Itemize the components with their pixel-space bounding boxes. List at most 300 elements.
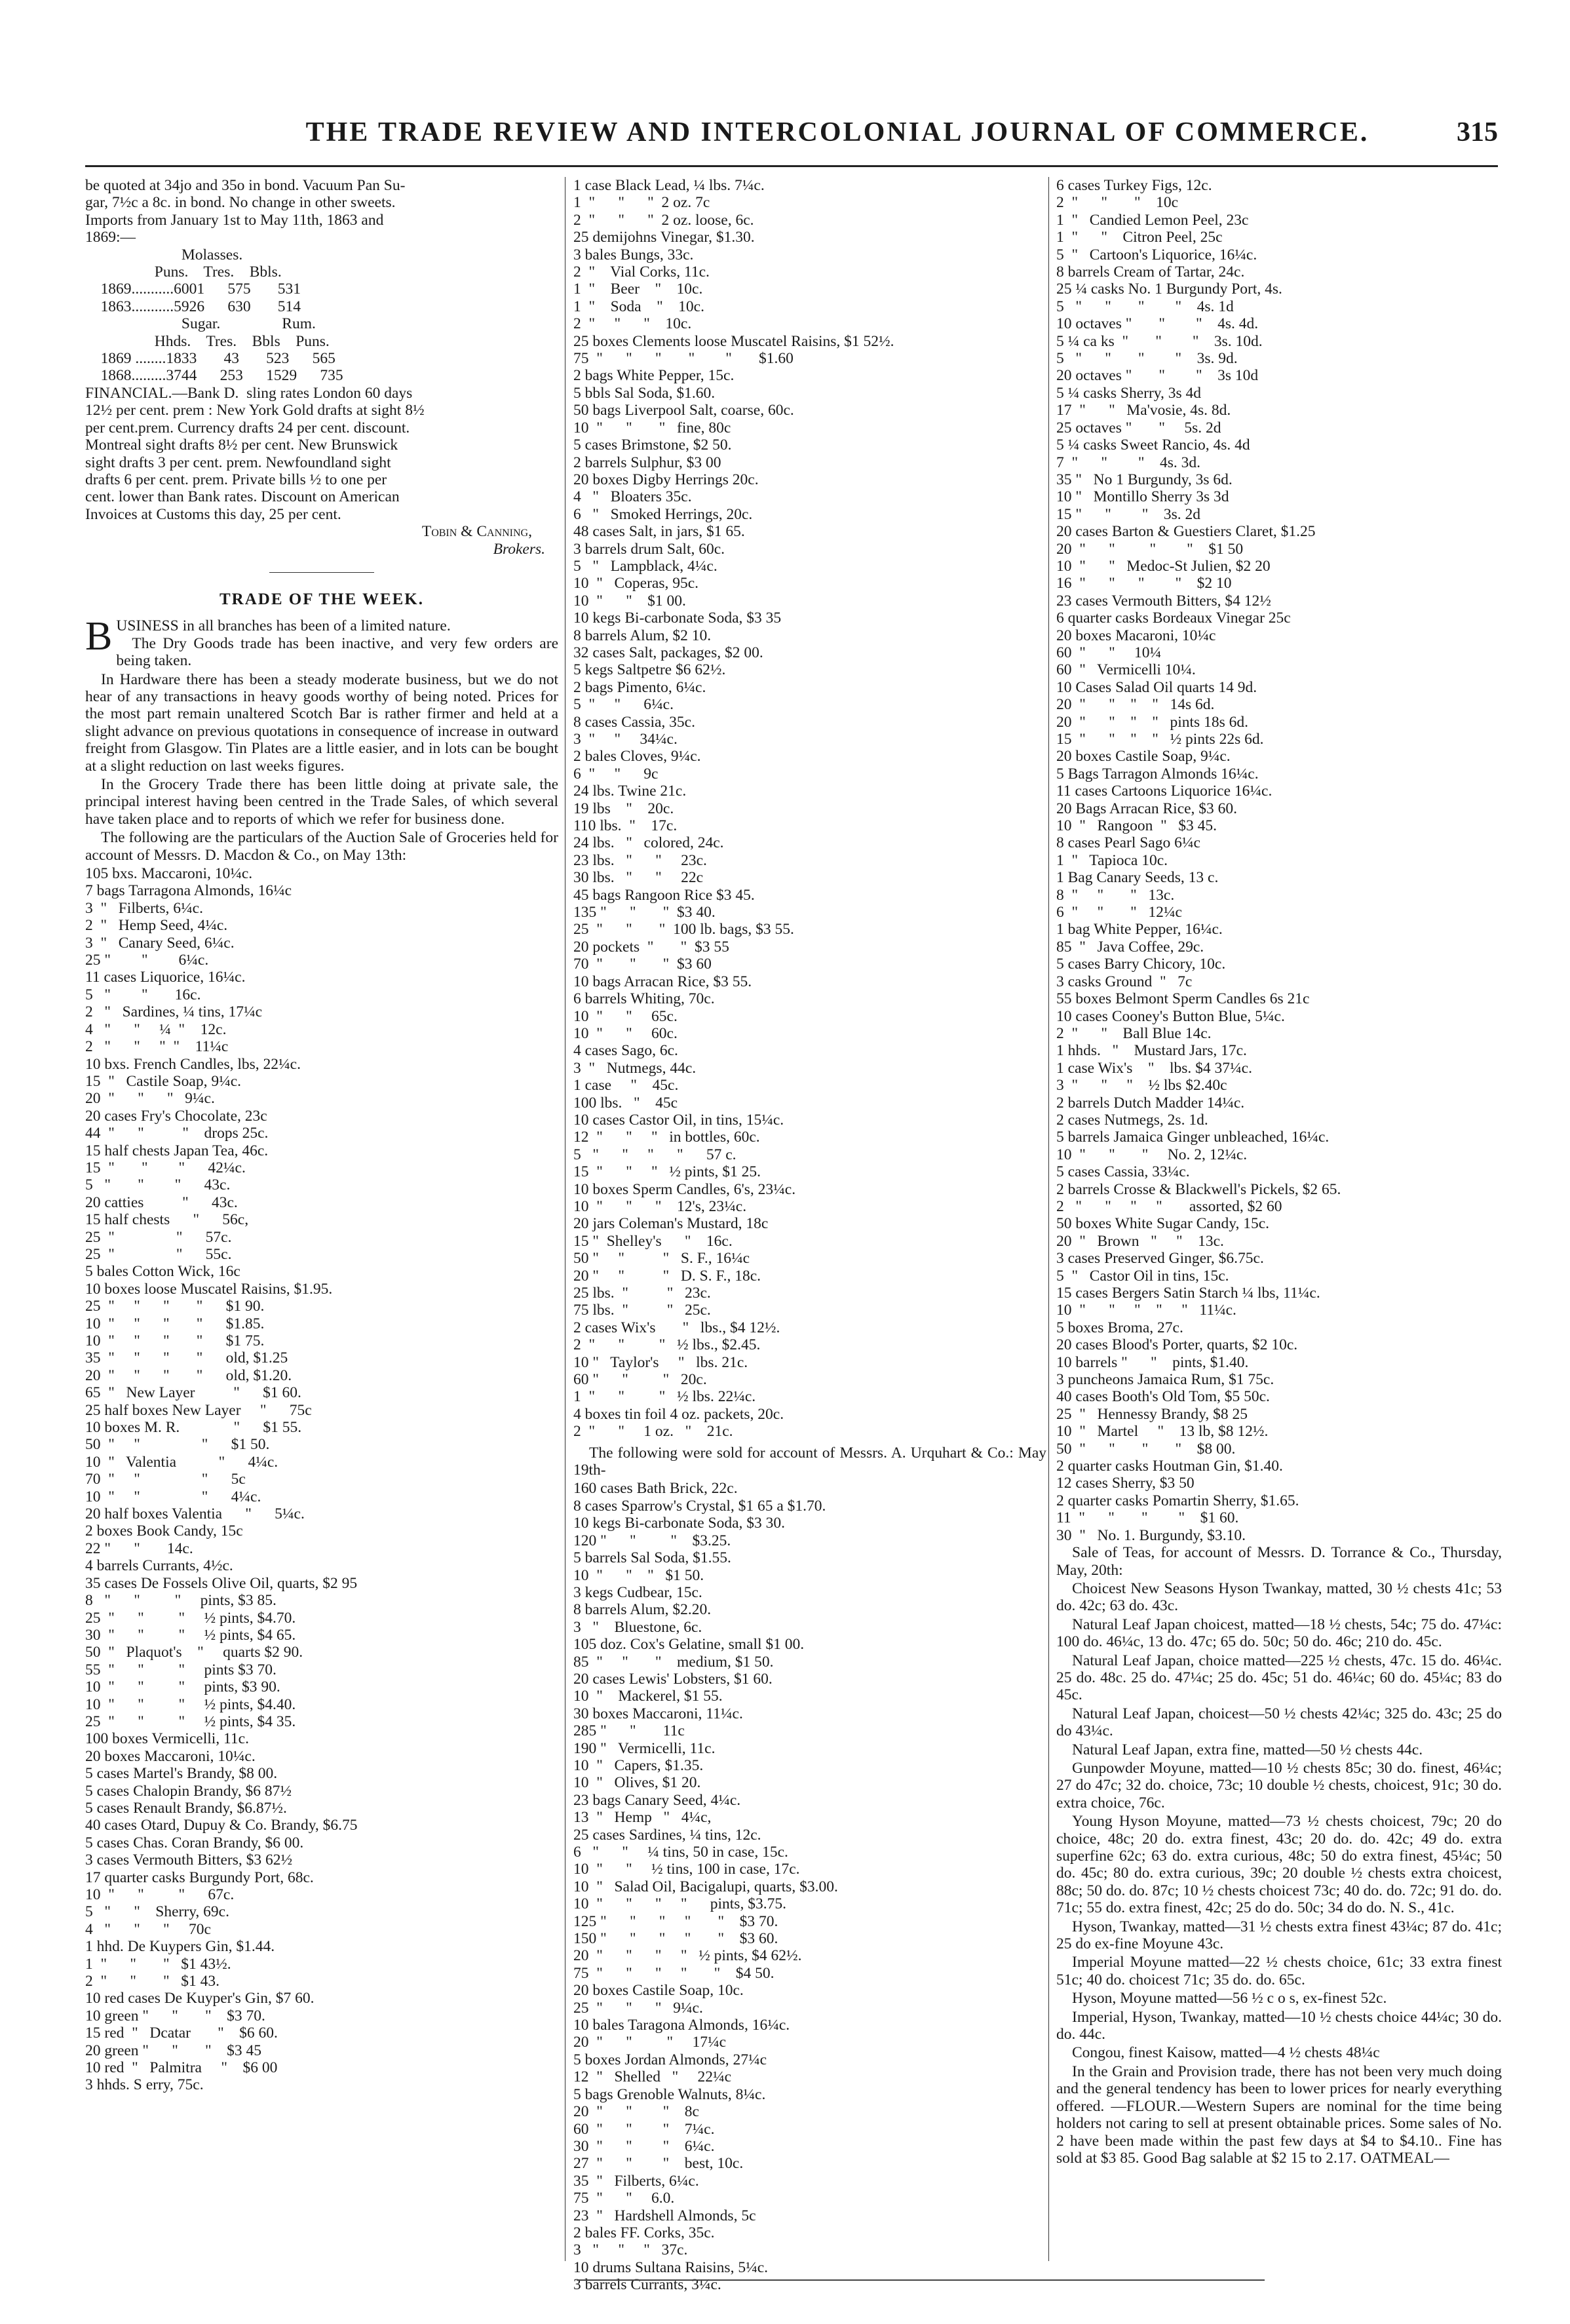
auction-list-4 bbox=[1056, 177, 1502, 1544]
list-item: 22 " " 14c. bbox=[85, 1540, 193, 1557]
text-line: be quoted at 34jo and 35o in bond. Vacuum Pan Su- bbox=[85, 177, 406, 194]
section-divider bbox=[269, 572, 374, 573]
list-item: 20 " " " " $1 50 bbox=[1056, 540, 1244, 558]
list-item: 5 " " " " 3s. 9d. bbox=[1056, 350, 1238, 368]
list-item: 2 " " " " assorted, $2 60 bbox=[1056, 1197, 1282, 1215]
list-item: 6 " " 9c bbox=[573, 765, 659, 783]
paragraph: Imperial, Hyson, Twankay, matted—10 ½ chests choice 44¼c; 30 do. do. 44c. bbox=[1056, 2008, 1502, 2043]
list-item: 10 cases Castor Oil, in tins, 15¼c. bbox=[573, 1111, 784, 1129]
text-line: per cent.prem. Currency drafts 24 per cent. discount. bbox=[85, 419, 410, 436]
list-item: 5 cases Chalopin Brandy, $6 87½ bbox=[85, 1782, 292, 1800]
list-item: 4 boxes tin foil 4 oz. packets, 20c. bbox=[573, 1405, 784, 1423]
list-item: 8 barrels Cream of Tartar, 24c. bbox=[1056, 263, 1245, 281]
list-item: 15 " " " 42¼c. bbox=[85, 1159, 246, 1176]
list-item: 1 " " Citron Peel, 25c bbox=[1056, 229, 1223, 246]
text-line: Imports from January 1st to May 11th, 1863 and bbox=[85, 211, 384, 229]
table-line: Hhds. Tres. Bbls Puns. bbox=[85, 332, 330, 350]
list-item: 100 lbs. " 45c bbox=[573, 1094, 678, 1112]
list-item: 10 bales Taragona Almonds, 16¼c. bbox=[573, 2017, 790, 2034]
list-item: 25 " " 6¼c. bbox=[85, 952, 209, 969]
list-item: 85 " " " medium, $1 50. bbox=[573, 1653, 774, 1671]
list-item: 25 ¼ casks No. 1 Burgundy Port, 4s. bbox=[1056, 281, 1282, 298]
paragraph: In Hardware there has been a steady moderate business, but we do not hear of any transactions in heavy goods worthy of being noted. Prices for the most part remain unaltered Scotch Bar is rather firmer and held at a slight advance on previous quotations in consequence of increase in outward freight from Glasgow. Tin Plates are a little easier, and in lots can be bought at a slight reduction on last weeks figures. bbox=[85, 670, 558, 775]
column-divider-2 bbox=[1048, 177, 1049, 2261]
list-item: 3 cases Preserved Ginger, $6.75c. bbox=[1056, 1250, 1264, 1268]
list-item: 2 " " " 10c. bbox=[573, 315, 692, 333]
list-item: 23 bags Canary Seed, 4¼c. bbox=[573, 1791, 741, 1809]
list-item: 3 " Canary Seed, 6¼c. bbox=[85, 934, 235, 952]
list-item: 25 " " 55c. bbox=[85, 1245, 232, 1263]
list-item: 20 cases Lewis' Lobsters, $1 60. bbox=[573, 1670, 773, 1688]
list-item: 1 " Beer " 10c. bbox=[573, 281, 703, 298]
list-item: 3 puncheons Jamaica Rum, $1 75c. bbox=[1056, 1371, 1274, 1389]
list-item: 5 barrels Jamaica Ginger unbleached, 16¼c. bbox=[1056, 1129, 1330, 1146]
paragraph: The following were sold for account of Messrs. A. Urquhart & Co.: May 19th- bbox=[573, 1444, 1046, 1479]
list-item: 285 " " 11c bbox=[573, 1722, 685, 1740]
list-item: 10 " " Medoc-St Julien, $2 20 bbox=[1056, 557, 1271, 575]
list-item: 10 " " " " $1 75. bbox=[85, 1332, 265, 1349]
text-line: 1869:— bbox=[85, 229, 136, 246]
list-item: 10 kegs Bi-carbonate Soda, $3 30. bbox=[573, 1515, 786, 1532]
list-item: 190 " Vermicelli, 11c. bbox=[573, 1739, 716, 1757]
list-item: 10 " Valentia " 4¼c. bbox=[85, 1453, 278, 1471]
list-item: 12 cases Sherry, $3 50 bbox=[1056, 1475, 1195, 1492]
list-item: 5 bales Cotton Wick, 16c bbox=[85, 1263, 240, 1281]
list-item: 6 " Smoked Herrings, 20c. bbox=[573, 505, 753, 523]
list-item: 30 " " " 6¼c. bbox=[573, 2137, 715, 2155]
auction-list-3 bbox=[573, 1480, 1046, 2293]
list-item: 8 cases Sparrow's Crystal, $1 65 a $1.70. bbox=[573, 1497, 826, 1515]
list-item: 35 " No 1 Burgundy, 3s 6d. bbox=[1056, 471, 1233, 488]
list-item: 3 casks Ground " 7c bbox=[1056, 973, 1193, 990]
list-item: 10 " " " 4¼c. bbox=[85, 1488, 261, 1505]
list-item: 10 " Montillo Sherry 3s 3d bbox=[1056, 488, 1229, 506]
list-item: 1 case Wix's " lbs. $4 37¼c. bbox=[1056, 1059, 1252, 1077]
list-item: 13 " Hemp " 4¼c, bbox=[573, 1809, 712, 1827]
text-line: FINANCIAL.—Bank D. sling rates London 60 days bbox=[85, 384, 413, 402]
list-item: 10 " " " " " 11¼c. bbox=[1056, 1302, 1236, 1319]
list-item: 75 " " 6.0. bbox=[573, 2190, 675, 2207]
list-item: 5 ¼ casks Sweet Rancio, 4s. 4d bbox=[1056, 436, 1250, 454]
list-item: 10 red cases De Kuyper's Gin, $7 60. bbox=[85, 1990, 315, 2007]
list-item: 4 cases Sago, 6c. bbox=[573, 1042, 678, 1060]
list-item: 25 cases Sardines, ¼ tins, 12c. bbox=[573, 1826, 761, 1844]
list-item: 20 boxes Maccaroni, 10¼c. bbox=[85, 1747, 256, 1765]
list-item: 25 " " 57c. bbox=[85, 1228, 232, 1246]
table-line: 1869...........6001 575 531 bbox=[85, 281, 301, 298]
list-item: 120 " " " $3.25. bbox=[573, 1532, 731, 1549]
list-item: 8 cases Cassia, 35c. bbox=[573, 713, 695, 731]
list-item: 10 bxs. French Candles, lbs, 22¼c. bbox=[85, 1055, 301, 1073]
list-item: 50 " " " S. F., 16¼c bbox=[573, 1250, 750, 1268]
list-item: 4 " " ¼ " 12c. bbox=[85, 1020, 227, 1038]
list-item: 20 " " " " 14s 6d. bbox=[1056, 696, 1215, 714]
list-item: 30 boxes Maccaroni, 11¼c. bbox=[573, 1705, 743, 1722]
list-item: 1 " " " $1 43½. bbox=[85, 1955, 231, 1973]
list-item: 2 barrels Sulphur, $3 00 bbox=[573, 454, 721, 471]
list-item: 10 Cases Salad Oil quarts 14 9d. bbox=[1056, 678, 1257, 696]
list-item: 10 " Martel " 13 lb, $8 12½. bbox=[1056, 1423, 1269, 1441]
paragraph: Choicest New Seasons Hyson Twankay, matted, 30 ½ chests 41c; 53 do. 42c; 63 do. 43c. bbox=[1056, 1579, 1502, 1615]
list-item: 5 " Lampblack, 4¼c. bbox=[573, 557, 718, 575]
list-item: 11 " " " " $1 60. bbox=[1056, 1509, 1239, 1527]
list-item: 25 lbs. " " 23c. bbox=[573, 1285, 711, 1302]
list-item: 20 pockets " " $3 55 bbox=[573, 938, 729, 956]
list-item: 5 " " 16c. bbox=[85, 986, 201, 1003]
list-item: 16 " " " " $2 10 bbox=[1056, 575, 1232, 592]
lead-text: USINESS in all branches has been of a limited nature. bbox=[116, 617, 451, 635]
list-item: 2 bags Pimento, 6¼c. bbox=[573, 678, 706, 696]
list-item: 20 half boxes Valentia " 5¼c. bbox=[85, 1505, 305, 1523]
list-item: 3 barrels drum Salt, 60c. bbox=[573, 540, 725, 558]
list-item: 27 " " " best, 10c. bbox=[573, 2155, 744, 2173]
broker-signature: Tobin & Canning, bbox=[421, 523, 532, 541]
list-item: 1 bag White Pepper, 16¼c. bbox=[1056, 921, 1223, 939]
list-item: 5 " " " 43c. bbox=[85, 1176, 231, 1194]
section-heading: TRADE OF THE WEEK. bbox=[220, 590, 424, 608]
paragraph: In the Grain and Provision trade, there has not been very much doing and the general tendency has been to lower prices for nearly everything offered. —FLOUR.—Western Supers are nominal for the time being holders not caring to sell at present obtainable prices. Some sales of No. 2 have been made within the past few days at $4 to $4.10.. Fine has sold at $3 85. Good Bag salable at $2 15 to 2.17. OATMEAL— bbox=[1056, 2063, 1502, 2167]
list-item: 25 octaves " " 5s. 2d bbox=[1056, 419, 1221, 436]
broker-role: Brokers. bbox=[493, 540, 545, 558]
list-item: 2 bags White Pepper, 15c. bbox=[573, 367, 735, 385]
list-item: 35 " " " " old, $1.25 bbox=[85, 1349, 288, 1367]
list-item: 10 " " " 67c. bbox=[85, 1886, 235, 1903]
list-item: 11 cases Liquorice, 16¼c. bbox=[85, 969, 246, 986]
paragraph: Natural Leaf Japan, choicest—50 ½ chests 42¼c; 325 do. 43c; 25 do do 43¼c. bbox=[1056, 1705, 1502, 1740]
list-item: 6 barrels Whiting, 70c. bbox=[573, 990, 715, 1008]
list-item: 10 red " Palmitra " $6 00 bbox=[85, 2059, 278, 2077]
list-item: 24 lbs. Twine 21c. bbox=[573, 783, 687, 800]
list-item: 3 kegs Cudbear, 15c. bbox=[573, 1583, 702, 1601]
paragraph: Hyson, Twankay, matted—31 ½ chests extra finest 43¼c; 87 do. 41c; 25 do ex-fine Moyune 43c. bbox=[1056, 1918, 1502, 1953]
list-item: 20 " " " 17¼c bbox=[573, 2034, 727, 2051]
list-item: 15 " " " ½ pints, $1 25. bbox=[573, 1163, 761, 1181]
text-line: 12½ per cent. prem : New York Gold drafts at sight 8½ bbox=[85, 402, 425, 419]
list-item: 2 " Sardines, ¼ tins, 17¼c bbox=[85, 1003, 263, 1021]
list-item: 2 " " " ½ lbs., $2.45. bbox=[573, 1336, 761, 1354]
list-item: 105 doz. Cox's Gelatine, small $1 00. bbox=[573, 1636, 805, 1654]
list-item: 20 cases Barton & Guestiers Claret, $1.25 bbox=[1056, 523, 1316, 541]
list-item: 25 " " " ½ pints, $4.70. bbox=[85, 1609, 296, 1627]
list-item: 15 " Castile Soap, 9¼c. bbox=[85, 1072, 242, 1090]
list-item: 2 " " Ball Blue 14c. bbox=[1056, 1024, 1212, 1042]
text-line: Invoices at Customs this day, 25 per cent. bbox=[85, 505, 341, 523]
list-item: 10 green " " " $3 70. bbox=[85, 2007, 265, 2024]
list-item: 2 quarter casks Pomartin Sherry, $1.65. bbox=[1056, 1492, 1299, 1509]
list-item: 5 " " " " 57 c. bbox=[573, 1146, 737, 1163]
list-item: 10 " Rangoon " $3 45. bbox=[1056, 817, 1217, 835]
table-line: Sugar. Rum. bbox=[85, 315, 316, 333]
list-item: 20 octaves " " " 3s 10d bbox=[1056, 367, 1259, 385]
molasses-sugar-table bbox=[85, 246, 558, 385]
list-item: 1 hhds. " Mustard Jars, 17c. bbox=[1056, 1042, 1247, 1060]
list-item: 10 boxes M. R. " $1 55. bbox=[85, 1419, 302, 1437]
list-item: 2 barrels Crosse & Blackwell's Pickels, $2 65. bbox=[1056, 1180, 1341, 1198]
journal-title: THE TRADE REVIEW AND INTERCOLONIAL JOURNAL OF COMMERCE. bbox=[305, 117, 1369, 147]
sugar-intro bbox=[85, 177, 558, 246]
list-item: 160 cases Bath Brick, 22c. bbox=[573, 1480, 738, 1498]
list-item: 50 boxes White Sugar Candy, 15c. bbox=[1056, 1215, 1270, 1233]
list-item: 1 " " " ½ lbs. 22¼c. bbox=[573, 1388, 756, 1406]
table-line: 1869 ........1833 43 523 565 bbox=[85, 350, 335, 368]
list-item: 12 " Shelled " 22¼c bbox=[573, 2068, 732, 2086]
list-item: 20 boxes Castile Soap, 10c. bbox=[573, 1982, 744, 2000]
list-item: 10 " " " " $1.85. bbox=[85, 1315, 265, 1332]
list-item: 55 " " " pints $3 70. bbox=[85, 1661, 277, 1678]
list-item: 5 bbls Sal Soda, $1.60. bbox=[573, 384, 716, 402]
list-item: 25 " " " ½ pints, $4 35. bbox=[85, 1713, 296, 1730]
list-item: 23 cases Vermouth Bitters, $4 12½ bbox=[1056, 592, 1271, 610]
list-item: 6 " " ¼ tins, 50 in case, 15c. bbox=[573, 1844, 788, 1861]
list-item: 50 " " " " $8 00. bbox=[1056, 1440, 1236, 1458]
paragraph: Hyson, Moyune matted—56 ½ c o s, ex-finest 52c. bbox=[1072, 1990, 1387, 2007]
list-item: 5 " Cartoon's Liquorice, 16¼c. bbox=[1056, 246, 1257, 263]
list-item: 5 cases Chas. Coran Brandy, $6 00. bbox=[85, 1834, 304, 1851]
header-rule bbox=[85, 165, 1498, 167]
list-item: 20 boxes Macaroni, 10¼c bbox=[1056, 627, 1216, 644]
list-item: 5 " " " " 4s. 1d bbox=[1056, 298, 1234, 315]
list-item: 2 bales Cloves, 9¼c. bbox=[573, 748, 701, 765]
list-item: 5 ¼ ca ks " " " 3s. 10d. bbox=[1056, 332, 1263, 350]
table-line: Puns. Tres. Bbls. bbox=[85, 263, 282, 281]
list-item: 55 boxes Belmont Sperm Candles 6s 21c bbox=[1056, 990, 1310, 1008]
list-item: 20 " " " " ½ pints, $4 62½. bbox=[573, 1947, 802, 1965]
list-item: 1 case " 45c. bbox=[573, 1077, 679, 1094]
list-item: 5 " Castor Oil in tins, 15c. bbox=[1056, 1267, 1229, 1285]
list-item: 5 cases Barry Chicory, 10c. bbox=[1056, 956, 1226, 973]
list-item: 30 " " " ½ pints, $4 65. bbox=[85, 1626, 296, 1644]
list-item: 25 demijohns Vinegar, $1.30. bbox=[573, 229, 755, 246]
list-item: 40 cases Otard, Dupuy & Co. Brandy, $6.75 bbox=[85, 1817, 358, 1834]
list-item: 25 " " " 100 lb. bags, $3 55. bbox=[573, 921, 794, 939]
list-item: 5 " " 6¼c. bbox=[573, 696, 674, 714]
list-item: 3 " Nutmegs, 44c. bbox=[573, 1059, 697, 1077]
list-item: 15 cases Bergers Satin Starch ¼ lbs, 11¼c. bbox=[1056, 1285, 1320, 1302]
list-item: 10 " Olives, $1 20. bbox=[573, 1774, 701, 1792]
list-item: 5 bags Grenoble Walnuts, 8¼c. bbox=[573, 2085, 766, 2103]
list-item: 35 " Filberts, 6¼c. bbox=[573, 2172, 699, 2190]
list-item: 10 " Taylor's " lbs. 21c. bbox=[573, 1353, 748, 1371]
list-item: 20 " " " 8c bbox=[573, 2103, 699, 2121]
auction-list-1 bbox=[85, 865, 558, 2094]
page-header bbox=[85, 117, 1498, 163]
list-item: 1 Bag Canary Seeds, 13 c. bbox=[1056, 869, 1219, 887]
list-item: 5 boxes Broma, 27c. bbox=[1056, 1319, 1183, 1336]
list-item: 6 " " " 12¼c bbox=[1056, 904, 1182, 921]
list-item: 75 lbs. " " 25c. bbox=[573, 1302, 711, 1319]
list-item: 20 cases Blood's Porter, quarts, $2 10c. bbox=[1056, 1336, 1298, 1354]
list-item: 65 " New Layer " $1 60. bbox=[85, 1384, 301, 1402]
list-item: 10 boxes Sperm Candles, 6's, 23¼c. bbox=[573, 1180, 796, 1198]
list-item: 5 cases Brimstone, $2 50. bbox=[573, 436, 732, 454]
list-item: 20 " Brown " " 13c. bbox=[1056, 1232, 1224, 1250]
list-item: 5 " " Sherry, 69c. bbox=[85, 1903, 229, 1921]
list-item: 2 cases Wix's " lbs., $4 12½. bbox=[573, 1319, 780, 1336]
list-item: 30 lbs. " " 22c bbox=[573, 869, 704, 887]
list-item: 10 " " 60c. bbox=[573, 1024, 678, 1042]
paragraph: Gunpowder Moyune, matted—10 ½ chests 85c; 30 do. finest, 46¼c; 27 do 47c; 32 do. choice, 73c; 10 double ½ chests, choicest, 91c; 30 do. extra choice, 76c. bbox=[1056, 1759, 1502, 1811]
list-item: 10 " " " $1 50. bbox=[573, 1566, 704, 1584]
list-item: 110 lbs. " 17c. bbox=[573, 817, 678, 835]
list-item: 1 " Candied Lemon Peel, 23c bbox=[1056, 211, 1249, 229]
list-item: 20 " " " D. S. F., 18c. bbox=[573, 1267, 761, 1285]
list-item: 3 cases Vermouth Bitters, $3 62½ bbox=[85, 1851, 293, 1869]
list-item: 8 " " " pints, $3 85. bbox=[85, 1592, 277, 1610]
list-item: 2 quarter casks Houtman Gin, $1.40. bbox=[1056, 1458, 1283, 1475]
list-item: 4 barrels Currants, 4½c. bbox=[85, 1557, 233, 1575]
list-item: 2 cases Nutmegs, 2s. 1d. bbox=[1056, 1111, 1208, 1129]
list-item: 17 " " Ma'vosie, 4s. 8d. bbox=[1056, 402, 1231, 419]
list-item: 50 " Plaquot's " quarts $2 90. bbox=[85, 1644, 303, 1661]
paragraph: The following are the particulars of the Auction Sale of Groceries held for account of Messrs. D. Macdon & Co., on May 13th: bbox=[85, 829, 558, 864]
list-item: 2 " " " $1 43. bbox=[85, 1973, 220, 1990]
list-item: 10 " " 65c. bbox=[573, 1007, 678, 1025]
list-item: 3 " " " ½ lbs $2.40c bbox=[1056, 1077, 1227, 1094]
list-item: 85 " Java Coffee, 29c. bbox=[1056, 938, 1204, 956]
list-item: 7 bags Tarragona Almonds, 16¼c bbox=[85, 882, 292, 900]
list-item: 15 " " " " ½ pints 22s 6d. bbox=[1056, 731, 1264, 748]
list-item: 5 cases Cassia, 33¼c. bbox=[1056, 1163, 1190, 1181]
list-item: 23 " Hardshell Almonds, 5c bbox=[573, 2207, 756, 2224]
list-item: 4 " Bloaters 35c. bbox=[573, 488, 692, 506]
paragraph: Natural Leaf Japan, choice matted—225 ½ chests, 47c. 15 do. 46¼c. 25 do. 48c. 25 do. 47¼c; 25 do. 45c; 51 do. 46¼c; 60 do. 45¼c; 83 do 45c. bbox=[1056, 1652, 1502, 1704]
list-item: 8 barrels Alum, $2 10. bbox=[573, 627, 712, 644]
text-line: cent. lower than Bank rates. Discount on American bbox=[85, 488, 400, 506]
paragraph: The Dry Goods trade has been inactive, and very few orders are being taken. bbox=[116, 634, 558, 670]
list-item: 8 " " " 13c. bbox=[1056, 886, 1175, 904]
list-item: 5 boxes Jordan Almonds, 27¼c bbox=[573, 2051, 767, 2068]
list-item: 2 " Vial Corks, 11c. bbox=[573, 263, 710, 281]
list-item: 35 cases De Fossels Olive Oil, quarts, $2 95 bbox=[85, 1574, 358, 1592]
list-item: 30 " No. 1. Burgundy, $3.10. bbox=[1056, 1526, 1246, 1544]
list-item: 3 " " " 37c. bbox=[573, 2241, 688, 2259]
list-item: 5 barrels Sal Soda, $1.55. bbox=[573, 1549, 731, 1567]
list-item: 75 " " " " " $4 50. bbox=[573, 1964, 775, 1982]
list-item: 60 " " 10¼ bbox=[1056, 644, 1162, 661]
list-item: 11 cases Cartoons Liquorice 16¼c. bbox=[1056, 783, 1273, 800]
list-item: 2 " " 1 oz. " 21c. bbox=[573, 1423, 733, 1441]
paragraph: Sale of Teas, for account of Messrs. D. Torrance & Co., Thursday, May, 20th: bbox=[1056, 1544, 1502, 1579]
list-item: 10 cases Cooney's Button Blue, 5¼c. bbox=[1056, 1007, 1285, 1025]
list-item: 3 hhds. S erry, 75c. bbox=[85, 2076, 204, 2094]
list-item: 20 catties " 43c. bbox=[85, 1193, 238, 1211]
list-item: 10 boxes loose Muscatel Raisins, $1.95. bbox=[85, 1280, 333, 1298]
footer-rule bbox=[577, 2279, 1265, 2281]
list-item: 20 Bags Arracan Rice, $3 60. bbox=[1056, 800, 1238, 817]
list-item: 10 " " " pints, $3 90. bbox=[85, 1678, 280, 1696]
table-line: 1863...........5926 630 514 bbox=[85, 298, 301, 315]
list-item: 1 case Black Lead, ¼ lbs. 7¼c. bbox=[573, 177, 765, 194]
list-item: 150 " " " " " $3 60. bbox=[573, 1930, 778, 1948]
list-item: 44 " " " drops 25c. bbox=[85, 1125, 269, 1142]
list-item: 50 " " " $1 50. bbox=[85, 1436, 270, 1454]
list-item: 24 lbs. " colored, 24c. bbox=[573, 834, 724, 852]
list-item: 10 barrels " " pints, $1.40. bbox=[1056, 1353, 1249, 1371]
list-item: 15 half chests Japan Tea, 46c. bbox=[85, 1142, 269, 1159]
list-item: 1 hhd. De Kuypers Gin, $1.44. bbox=[85, 1938, 275, 1956]
paragraph: In the Grocery Trade there has been little doing at private sale, the principal interest having been centred in the Trade Sales, of which several have taken place and to reports of which we refer for business done. bbox=[85, 776, 558, 828]
table-line: 1868.........3744 253 1529 735 bbox=[85, 367, 343, 385]
list-item: 3 " Filberts, 6¼c. bbox=[85, 899, 203, 917]
list-item: 60 " Vermicelli 10¼. bbox=[1056, 661, 1196, 679]
column-3 bbox=[1056, 177, 1502, 2268]
list-item: 10 " " ½ tins, 100 in case, 17c. bbox=[573, 1861, 800, 1878]
list-item: 2 bales FF. Corks, 35c. bbox=[573, 2224, 715, 2241]
paragraph: Imperial Moyune matted—22 ½ chests choice, 61c; 33 extra finest 51c; 40 do. choicest 71c; 35 do. do. 65c. bbox=[1056, 1954, 1502, 1988]
list-item: 125 " " " " " $3 70. bbox=[573, 1912, 778, 1930]
text-line: Montreal sight drafts 8½ per cent. New Brunswick bbox=[85, 436, 398, 454]
list-item: 10 " " " No. 2, 12¼c. bbox=[1056, 1146, 1248, 1163]
list-item: 2 " Hemp Seed, 4¼c. bbox=[85, 917, 228, 935]
list-item: 60 " " " 20c. bbox=[573, 1371, 707, 1389]
list-item: 25 half boxes New Layer " 75c bbox=[85, 1401, 312, 1419]
column-1 bbox=[85, 177, 558, 2268]
list-item: 6 quarter casks Bordeaux Vinegar 25c bbox=[1056, 610, 1291, 627]
list-item: 10 kegs Bi-carbonate Soda, $3 35 bbox=[573, 610, 782, 627]
list-item: 100 boxes Vermicelli, 11c. bbox=[85, 1730, 249, 1748]
list-item: 48 cases Salt, in jars, $1 65. bbox=[573, 523, 745, 541]
list-item: 8 cases Pearl Sago 6¼c bbox=[1056, 834, 1200, 852]
list-item: 3 " Bluestone, 6c. bbox=[573, 1618, 702, 1636]
list-item: 15 " " " 3s. 2d bbox=[1056, 505, 1201, 523]
list-item: 25 " " " 9¼c. bbox=[573, 1999, 703, 2017]
list-item: 8 barrels Alum, $2.20. bbox=[573, 1601, 712, 1619]
list-item: 25 " Hennessy Brandy, $8 25 bbox=[1056, 1405, 1248, 1423]
list-item: 5 cases Renault Brandy, $6.87½. bbox=[85, 1799, 287, 1817]
list-item: 5 ¼ casks Sherry, 3s 4d bbox=[1056, 384, 1202, 402]
column-2 bbox=[573, 177, 1046, 2294]
text-line: sight drafts 3 per cent. prem. Newfoundland sight bbox=[85, 454, 391, 471]
list-item: 20 cases Fry's Chocolate, 23c bbox=[85, 1107, 267, 1125]
drop-cap: B bbox=[85, 614, 113, 659]
auction-list-2 bbox=[573, 177, 1046, 1441]
list-item: 15 red " Dcatar " $6 60. bbox=[85, 2024, 278, 2042]
list-item: 10 " " " fine, 80c bbox=[573, 419, 731, 436]
paragraph: Natural Leaf Japan choicest, matted—18 ½ chests, 54c; 75 do. 47¼c: 100 do. 46¼c, 13 do. 47c; 65 do. 50c; 50 do. 46c; 210 do. 45c. bbox=[1056, 1616, 1502, 1651]
list-item: 17 quarter casks Burgundy Port, 68c. bbox=[85, 1869, 314, 1886]
list-item: 10 drums Sultana Raisins, 5¼c. bbox=[573, 2258, 768, 2276]
list-item: 135 " " " $3 40. bbox=[573, 904, 716, 921]
list-item: 5 cases Martel's Brandy, $8 00. bbox=[85, 1765, 278, 1783]
list-item: 20 " " " 9¼c. bbox=[85, 1090, 215, 1108]
list-item: 20 boxes Castile Soap, 9¼c. bbox=[1056, 748, 1231, 765]
list-item: 1 " " " 2 oz. 7c bbox=[573, 194, 710, 212]
list-item: 10 " Salad Oil, Bacigalupi, quarts, $3.00. bbox=[573, 1878, 838, 1895]
list-item: 3 barrels Currants, 3¼c. bbox=[573, 2276, 721, 2294]
list-item: 10 " " $1 00. bbox=[573, 592, 686, 610]
list-item: 10 " Capers, $1.35. bbox=[573, 1756, 704, 1774]
list-item: 1 " Soda " 10c. bbox=[573, 298, 704, 315]
paragraph: Young Hyson Moyune, matted—73 ½ chests choicest, 79c; 20 do choice, 48c; 20 do. extra finest, 43c; 20 do. do. 42c; 49 do. extra superfine 62c; 63 do. extra curious, 48c; 50 do extra finest, 45¼c; 50 do. 45c; 80 do. extra curious, 39c; 20 double ½ chests extra choicest, 88c; 50 do. do. 87c; 10 ½ chests choicest 73c; 40 do. do. 72c; 91 do. do. 71c; 55 do. extra finest, 42c; 25 do do. 50c; 34 do do. N. S., 41c. bbox=[1056, 1813, 1502, 1917]
page-number: 315 bbox=[1457, 117, 1498, 147]
list-item: 70 " " " $3 60 bbox=[573, 956, 712, 973]
list-item: 2 " " " 2 oz. loose, 6c. bbox=[573, 211, 754, 229]
text-line: drafts 6 per cent. prem. Private bills ½ to one per bbox=[85, 471, 387, 488]
list-item: 6 cases Turkey Figs, 12c. bbox=[1056, 177, 1212, 194]
table-line: Molasses. bbox=[85, 246, 243, 263]
list-item: 20 " " " " old, $1.20. bbox=[85, 1366, 292, 1384]
list-item: 5 kegs Saltpetre $6 62½. bbox=[573, 661, 726, 679]
list-item: 2 " " " " 11¼c bbox=[85, 1038, 229, 1056]
list-item: 20 green " " " $3 45 bbox=[85, 2042, 261, 2059]
list-item: 15 half chests " 56c, bbox=[85, 1211, 249, 1229]
list-item: 10 bags Arracan Rice, $3 55. bbox=[573, 973, 752, 990]
list-item: 3 bales Bungs, 33c. bbox=[573, 246, 694, 263]
list-item: 1 " Tapioca 10c. bbox=[1056, 851, 1168, 869]
list-item: 20 " " " " pints 18s 6d. bbox=[1056, 713, 1248, 731]
list-item: 2 " " " 10c bbox=[1056, 194, 1179, 212]
list-item: 25 " " " " $1 90. bbox=[85, 1298, 265, 1315]
